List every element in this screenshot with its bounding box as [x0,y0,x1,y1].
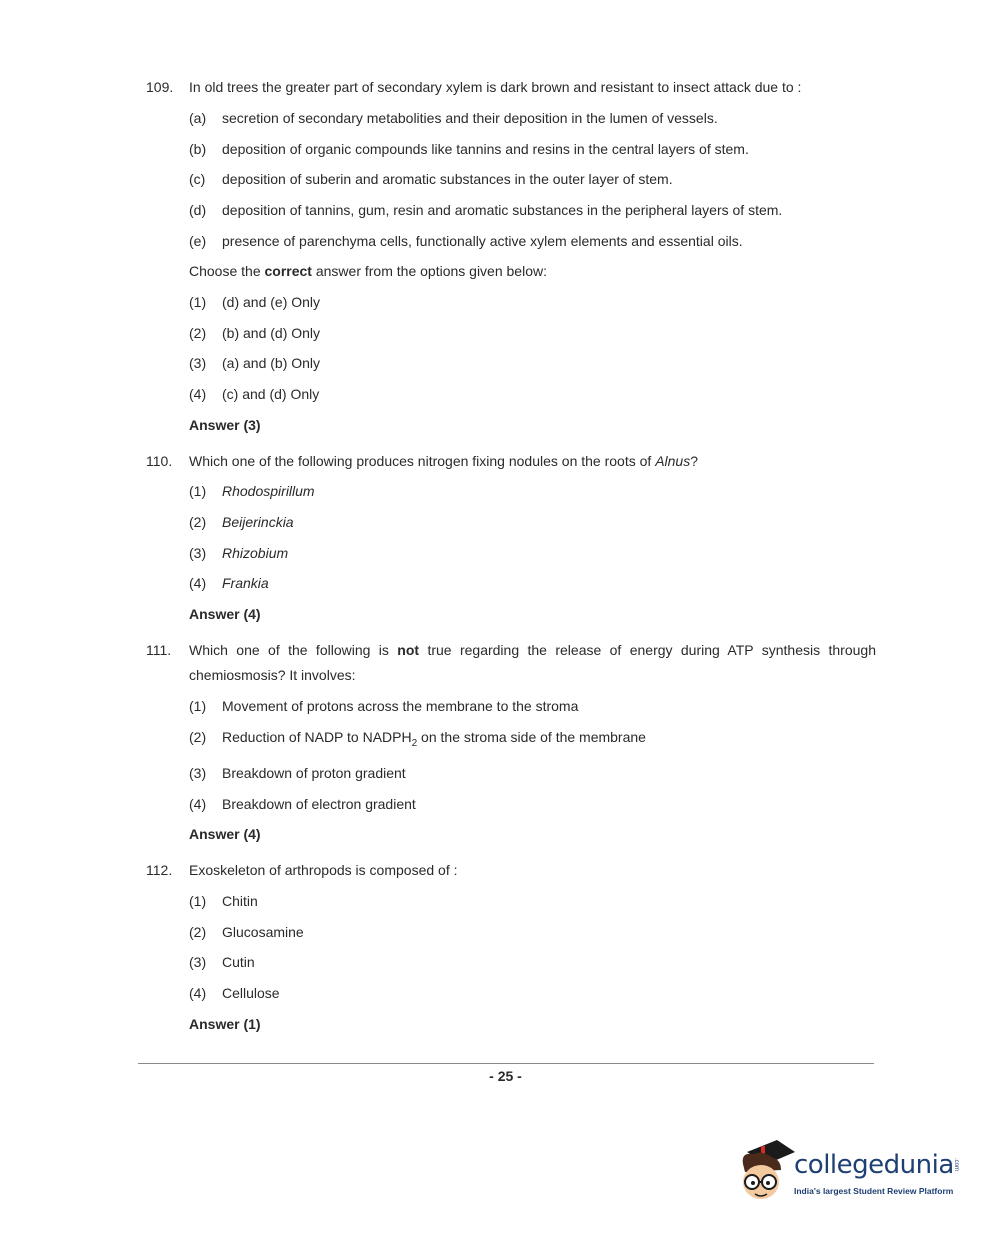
option-4: (4) Breakdown of electron gradient [189,796,416,812]
option-4: (4) Frankia [189,575,269,591]
option-1: (1) (d) and (e) Only [189,294,321,310]
option-2: (2) (b) and (d) Only [189,325,321,341]
statement-e: (e) presence of parenchyma cells, functionally active xylem elements and essential oils. [189,233,743,249]
statement-d: (d) deposition of tannins, gum, resin and aromatic substances in the peripheral layers of stem. [189,202,783,218]
option-2: (2) Reduction of NADP to $NADPH_2$ on the stroma side of the membrane [189,729,646,749]
option-4: (4) (c) and (d) Only [189,386,320,402]
logo-tagline: India's largest Student Review Platform [794,1186,954,1196]
answer: Answer (1) [189,1016,261,1032]
option-1: (1) Rhodospirillum [189,483,315,499]
option-3: (3) Breakdown of proton gradient [189,765,406,781]
footer-divider [138,1063,874,1064]
answer: Answer (4) [189,826,261,842]
question-text: Which one of the following produces nitrogen fixing nodules on the roots of Alnus? [189,453,699,469]
option-4: (4) Cellulose [189,985,280,1001]
option-3: (3) (a) and (b) Only [189,355,321,371]
question-text: In old trees the greater part of secondary xylem is dark brown and resistant to insect attack due to : [189,79,802,95]
logo-domain-suffix: .com [953,1158,959,1172]
question-text: Exoskeleton of arthropods is composed of : [189,862,458,878]
question-number: 109. [146,79,174,95]
option-2: (2) Beijerinckia [189,514,294,530]
option-3: (3) Rhizobium [189,545,289,561]
option-1: (1) Chitin [189,893,258,909]
instruction: Choose the correct answer from the options given below: [189,263,547,279]
answer: Answer (4) [189,606,261,622]
question-text-line-1: Which one of the following is not true regarding the release of energy during ATP synthesis through [189,642,876,658]
logo-wordmark: collegedunia [794,1150,954,1180]
statement-a: (a) secretion of secondary metabolities and their deposition in the lumen of vessels. [189,110,718,126]
mascot-icon [737,1138,795,1208]
statement-c: (c) deposition of suberin and aromatic substances in the outer layer of stem. [189,171,673,187]
option-1: (1) Movement of protons across the membrane to the stroma [189,698,579,714]
answer: Answer (3) [189,417,261,433]
page-number: - 25 - [489,1068,522,1084]
question-number: 112. [146,862,173,878]
option-3: (3) Cutin [189,954,255,970]
question-number: 110. [146,453,173,469]
question-text [189,642,876,684]
statement-b: (b) deposition of organic compounds like tannins and resins in the central layers of stem. [189,141,749,157]
collegedunia-logo [737,1138,962,1208]
option-2: (2) Glucosamine [189,924,304,940]
question-text-line-2: chemiosmosis? It involves: [189,667,356,683]
question-number: 111. [146,642,172,658]
